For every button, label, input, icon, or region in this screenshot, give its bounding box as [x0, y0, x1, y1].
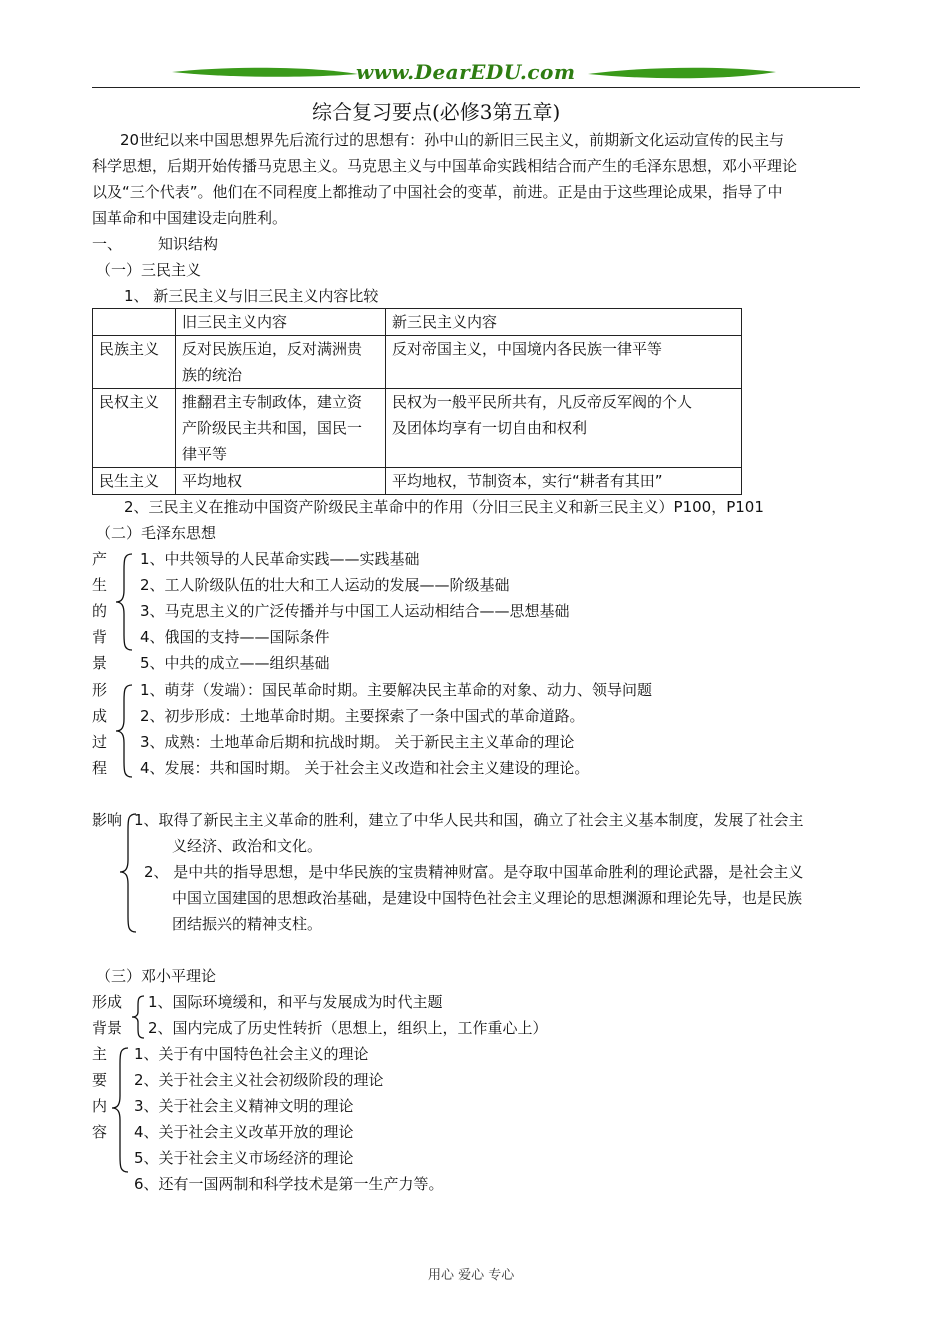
table-cell-name: 民权主义 — [93, 389, 176, 468]
content-item: 3、关于社会主义精神文明的理论 — [134, 1097, 354, 1115]
content-item: 5、关于社会主义市场经济的理论 — [134, 1149, 354, 1167]
deng-bg-item: 1、国际环境缓和，和平与发展成为时代主题 — [148, 993, 443, 1011]
cell-line: 平均地权 — [182, 472, 243, 490]
bg-label-char: 的 — [92, 602, 108, 620]
table-row — [93, 468, 742, 495]
impact-item2-line: 团结振兴的精神支柱。 — [172, 915, 323, 933]
brace-icon — [130, 994, 146, 1040]
footer-text: 用心 爱心 专心 — [428, 1268, 515, 1283]
process-label-char: 过 — [92, 733, 108, 751]
table-row — [93, 336, 742, 389]
table-cell-name: 民族主义 — [93, 336, 176, 389]
section-number: 一、 — [92, 235, 123, 253]
sub3-title: （三）邓小平理论 — [96, 967, 217, 985]
table-cell-name: 民生主义 — [93, 468, 176, 495]
table-cell-new — [386, 336, 742, 389]
section-title: 知识结构 — [158, 235, 219, 253]
cell-line: 及团体均享有一切自由和权利 — [392, 419, 588, 437]
bg-item: 3、马克思主义的广泛传播并与中国工人运动相结合——思想基础 — [140, 602, 570, 620]
comparison-table — [92, 308, 742, 495]
impact-item2-line: 中国立国建国的思想政治基础，是建设中国特色社会主义理论的思想渊源和理论先导，也是民族 — [172, 889, 803, 907]
process-item: 3、成熟：土地革命后期和抗战时期。 关于新民主主义革命的理论 — [140, 733, 575, 751]
bg-item: 4、俄国的支持——国际条件 — [140, 628, 330, 646]
process-item: 1、萌芽（发端）：国民革命时期。主要解决民主革命的对象、动力、领导问题 — [140, 681, 653, 699]
sub1-item1: 1、 新三民主义与旧三民主义内容比较 — [124, 287, 379, 305]
impact-item2-line: 2、 是中共的指导思想，是中华民族的宝贵精神财富。是夺取中国革命胜利的理论武器，是社会主义 — [144, 863, 804, 881]
impact-item1-line: 义经济、政治和文化。 — [172, 837, 323, 855]
brace-icon — [110, 1046, 132, 1174]
process-item: 2、初步形成：土地革命时期。主要探索了一条中国式的革命道路。 — [140, 707, 585, 725]
sub1-title: （一）三民主义 — [96, 261, 202, 279]
content-item: 1、关于有中国特色社会主义的理论 — [134, 1045, 369, 1063]
deng-bg-label: 背景 — [92, 1019, 123, 1037]
content-item: 2、关于社会主义社会初级阶段的理论 — [134, 1071, 384, 1089]
table-cell-new — [386, 468, 742, 495]
process-label-char: 成 — [92, 707, 108, 725]
content-label-char: 容 — [92, 1123, 108, 1141]
brace-icon — [114, 552, 136, 652]
content-item: 4、关于社会主义改革开放的理论 — [134, 1123, 354, 1141]
deng-bg-item: 2、国内完成了历史性转折（思想上，组织上，工作重心上） — [148, 1019, 548, 1037]
bg-label-char: 景 — [92, 654, 108, 672]
cell-line: 推翻君主专制政体，建立资 — [182, 393, 363, 411]
content-label-char: 主 — [92, 1045, 108, 1063]
bg-item: 1、中共领导的人民革命实践——实践基础 — [140, 550, 420, 568]
content-label-char: 要 — [92, 1071, 108, 1089]
intro-line-3: 以及“三个代表”。他们在不同程度上都推动了中国社会的变革，前进。正是由于这些理论成果，指导了中 — [92, 183, 783, 201]
cell-line: 平均地权，节制资本，实行“耕者有其田” — [392, 472, 663, 490]
brace-icon — [114, 683, 136, 779]
deng-bg-label: 形成 — [92, 993, 123, 1011]
content-item: 6、还有一国两制和科学技术是第一生产力等。 — [134, 1175, 444, 1193]
impact-item1-line: 1、取得了新民主主义革命的胜利，建立了中华人民共和国，确立了社会主义基本制度，发展了社会主 — [134, 811, 804, 829]
table-header-cell: 旧三民主义内容 — [176, 309, 386, 336]
intro-line-4: 国革命和中国建设走向胜利。 — [92, 209, 288, 227]
table-cell-old — [176, 468, 386, 495]
table-cell-new — [386, 389, 742, 468]
content-label-char: 内 — [92, 1097, 108, 1115]
bg-label-char: 产 — [92, 550, 108, 568]
impact-label: 影响 — [92, 811, 123, 829]
process-item: 4、发展：共和国时期。 关于社会主义改造和社会主义建设的理论。 — [140, 759, 590, 777]
sub1-item2: 2、三民主义在推动中国资产阶级民主革命中的作用（分旧三民主义和新三民主义）P100，P101 — [124, 498, 764, 516]
table-header-row — [93, 309, 742, 336]
table-row — [93, 389, 742, 468]
header-rule — [92, 87, 860, 88]
table-cell-old — [176, 389, 386, 468]
table-header-cell: 新三民主义内容 — [386, 309, 742, 336]
sub2-title: （二）毛泽东思想 — [96, 524, 217, 542]
cell-line: 律平等 — [182, 445, 228, 463]
bg-label-char: 背 — [92, 628, 108, 646]
page-title: 综合复习要点(必修3第五章) — [312, 100, 561, 124]
logo-text: www.DearEDU.com — [356, 60, 576, 84]
intro-line-1: 20世纪以来中国思想界先后流行过的思想有：孙中山的新旧三民主义，前期新文化运动宣传的民主与 — [120, 131, 785, 149]
intro-line-2: 科学思想，后期开始传播马克思主义。马克思主义与中国革命实践相结合而产生的毛泽东思想，邓小平理论 — [92, 157, 798, 175]
table-header-cell — [93, 309, 176, 336]
cell-line: 反对民族压迫，反对满洲贵 — [182, 340, 363, 358]
process-label-char: 程 — [92, 759, 108, 777]
cell-line: 产阶级民主共和国，国民一 — [182, 419, 363, 437]
cell-line: 民权为一般平民所共有，凡反帝反军阀的个人 — [392, 393, 693, 411]
cell-line: 反对帝国主义，中国境内各民族一律平等 — [392, 340, 663, 358]
bg-label-char: 生 — [92, 576, 108, 594]
bg-item: 2、工人阶级队伍的壮大和工人运动的发展——阶级基础 — [140, 576, 510, 594]
cell-line: 族的统治 — [182, 366, 243, 384]
table-cell-old — [176, 336, 386, 389]
bg-item: 5、中共的成立——组织基础 — [140, 654, 330, 672]
process-label-char: 形 — [92, 681, 108, 699]
